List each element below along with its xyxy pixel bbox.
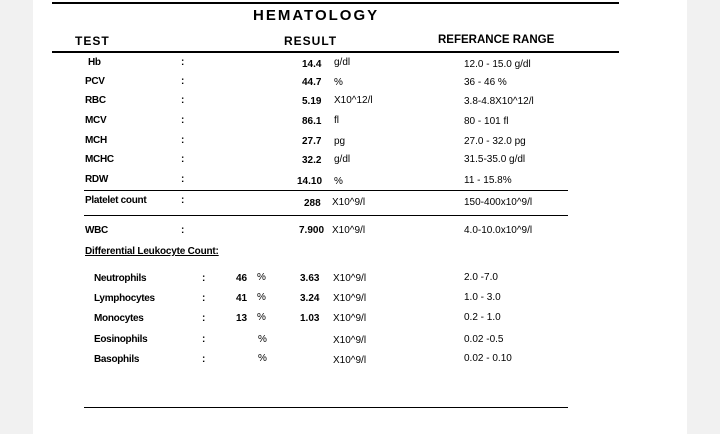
wbc-value: 7.900: [299, 225, 325, 236]
result-unit: g/dl: [334, 154, 351, 165]
result-unit: g/dl: [334, 57, 351, 68]
reference-range: 31.5-35.0 g/dl: [464, 154, 526, 165]
separator: :: [202, 313, 206, 324]
differential-heading: Differential Leukocyte Count:: [85, 246, 219, 257]
result-value: 14.4: [302, 59, 322, 70]
result-unit: pg: [334, 136, 346, 147]
rule-after-platelet: [84, 215, 568, 216]
test-label: MCV: [85, 115, 107, 126]
diff-label: Monocytes: [94, 313, 144, 324]
diff-percent-sign: %: [257, 312, 266, 323]
diff-abs-value: 3.63: [300, 273, 320, 284]
diff-unit: X10^9/l: [333, 313, 367, 324]
test-label-wbc: WBC: [85, 225, 108, 236]
header-rule: [52, 51, 619, 53]
diff-range: 2.0 -7.0: [464, 272, 498, 283]
result-value: 14.10: [297, 176, 323, 187]
diff-percent: 46: [236, 273, 248, 284]
diff-percent-sign: %: [257, 292, 266, 303]
separator: :: [181, 174, 185, 185]
separator: :: [181, 57, 185, 68]
diff-unit: X10^9/l: [333, 335, 367, 346]
separator: :: [202, 354, 206, 365]
result-value: 5.19: [302, 96, 322, 107]
result-unit: %: [334, 176, 343, 187]
reference-range: 80 - 101 fl: [464, 116, 509, 127]
diff-unit: X10^9/l: [333, 273, 367, 284]
separator: :: [181, 135, 185, 146]
header-result: RESULT: [284, 34, 338, 48]
diff-label: Eosinophils: [94, 334, 148, 345]
diff-abs-value: 3.24: [300, 293, 320, 304]
wbc-range: 4.0-10.0x10^9/l: [464, 225, 533, 236]
diff-percent: 41: [236, 293, 248, 304]
platelet-range: 150-400x10^9/l: [464, 197, 533, 208]
header-test: TEST: [75, 34, 110, 48]
test-label: MCHC: [85, 154, 114, 165]
diff-range: 0.2 - 1.0: [464, 312, 501, 323]
diff-unit: X10^9/l: [333, 355, 367, 366]
diff-label: Neutrophils: [94, 273, 147, 284]
result-value: 27.7: [302, 136, 322, 147]
separator: :: [181, 225, 185, 236]
test-label: MCH: [85, 135, 107, 146]
platelet-value: 288: [304, 198, 321, 209]
result-unit: fl: [334, 115, 339, 126]
test-label: RDW: [85, 174, 108, 185]
diff-percent-sign: %: [257, 272, 266, 283]
result-value: 32.2: [302, 155, 322, 166]
separator: :: [202, 273, 206, 284]
test-label-platelet: Platelet count: [85, 195, 147, 206]
result-unit: X10^12/l: [334, 95, 373, 106]
diff-range: 1.0 - 3.0: [464, 292, 501, 303]
reference-range: 27.0 - 32.0 pg: [464, 136, 526, 147]
reference-range: 36 - 46 %: [464, 77, 507, 88]
test-label: RBC: [85, 95, 106, 106]
header-reference-range: REFERANCE RANGE: [438, 34, 555, 46]
separator: :: [181, 76, 185, 87]
separator: :: [181, 154, 185, 165]
result-unit: %: [334, 77, 343, 88]
platelet-unit: X10^9/l: [332, 197, 366, 208]
rule-before-platelet: [84, 190, 568, 191]
diff-unit: X10^9/l: [333, 293, 367, 304]
reference-range: 3.8-4.8X10^12/l: [464, 96, 534, 107]
diff-range: 0.02 - 0.10: [464, 353, 512, 364]
diff-label: Lymphocytes: [94, 293, 155, 304]
diff-label: Basophils: [94, 354, 140, 365]
diff-range: 0.02 -0.5: [464, 334, 504, 345]
separator: :: [181, 115, 185, 126]
diff-percent: 13: [236, 313, 248, 324]
report-title: HEMATOLOGY: [253, 7, 380, 24]
separator: :: [202, 293, 206, 304]
top-rule: [52, 2, 619, 4]
result-value: 86.1: [302, 116, 322, 127]
reference-range: 11 - 15.8%: [464, 175, 512, 186]
separator: :: [202, 334, 206, 345]
test-label: Hb: [88, 57, 101, 68]
diff-percent-sign: %: [258, 353, 267, 364]
diff-abs-value: 1.03: [300, 313, 320, 324]
wbc-unit: X10^9/l: [332, 225, 366, 236]
result-value: 44.7: [302, 77, 322, 88]
reference-range: 12.0 - 15.0 g/dl: [464, 59, 531, 70]
bottom-rule: [84, 407, 568, 408]
test-label: PCV: [85, 76, 105, 87]
diff-percent-sign: %: [258, 334, 267, 345]
report-page: [33, 0, 687, 434]
separator: :: [181, 95, 185, 106]
separator: :: [181, 195, 185, 206]
